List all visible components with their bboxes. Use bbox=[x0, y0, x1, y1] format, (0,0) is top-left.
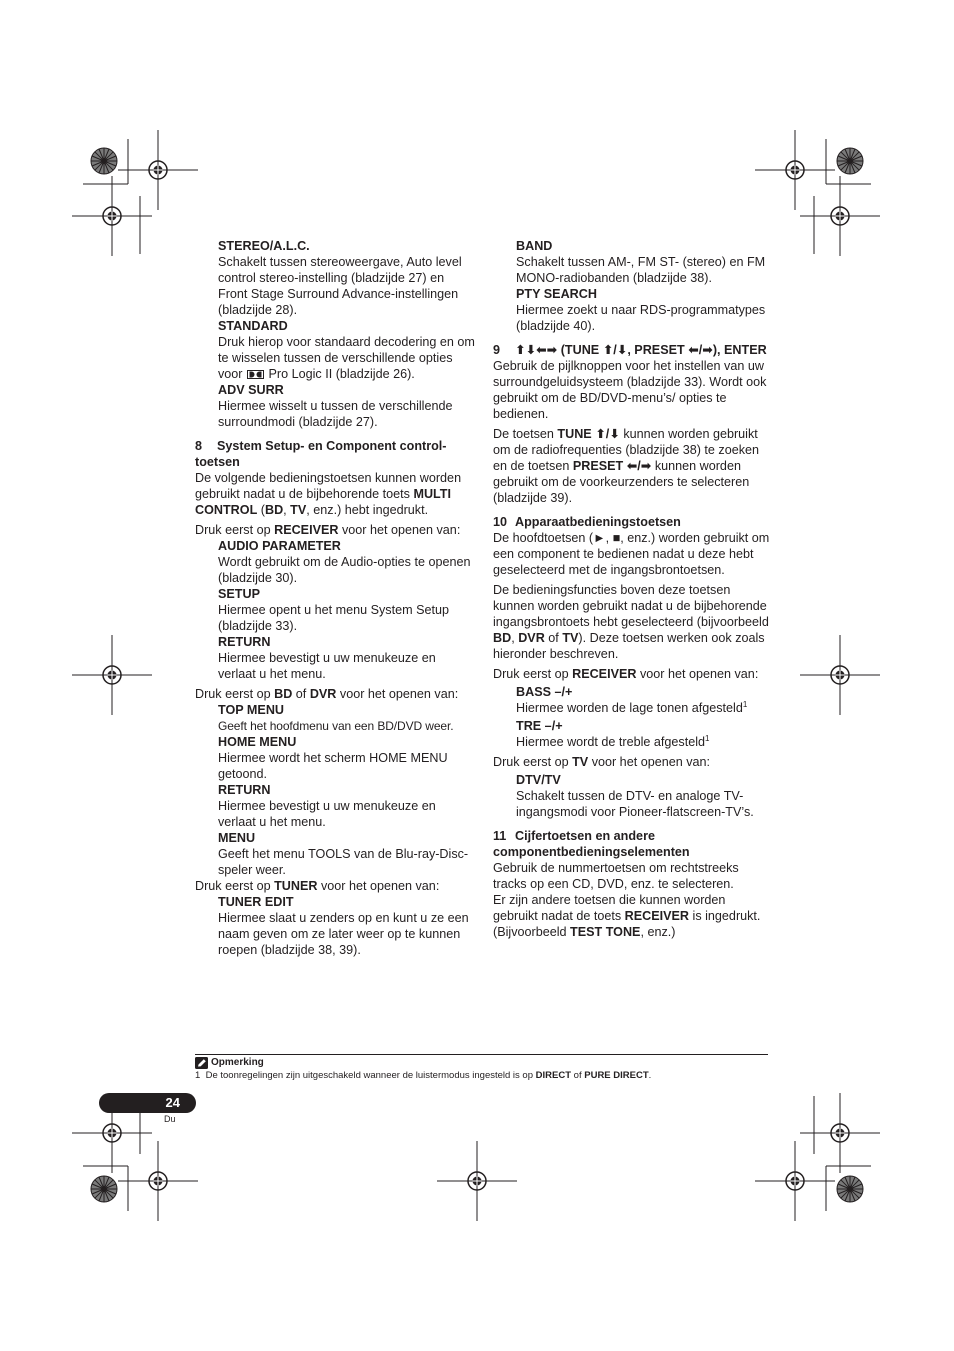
entry-title: ADV SURR bbox=[218, 383, 284, 397]
entry-title: DTV/TV bbox=[516, 773, 561, 787]
dolby-double-d-icon bbox=[247, 370, 264, 379]
note-pencil-icon bbox=[195, 1057, 208, 1069]
section-9-text: Gebruik de pijlknoppen voor het instellen van uw surroundgeluidsysteem (bladzijde 33). Wordt ook gebruikt om de BD/DVD-menu’s/ opties te bedienen. bbox=[493, 359, 767, 421]
entry-title: SETUP bbox=[218, 587, 260, 601]
entry-title: PTY SEARCH bbox=[516, 287, 597, 301]
menu-entry bbox=[195, 830, 475, 878]
entry-title: TOP MENU bbox=[218, 703, 285, 717]
preset-arrows-icon: ⬅/➡ bbox=[626, 459, 652, 473]
left-column bbox=[195, 238, 475, 958]
bass-entry bbox=[493, 684, 773, 716]
receiver-instruction: Druk eerst op RECEIVER voor het openen van: bbox=[195, 523, 461, 537]
audio-parameter-entry bbox=[195, 538, 475, 586]
entry-title: STANDARD bbox=[218, 319, 288, 333]
entry-text: Hiermee wordt de treble afgesteld$^1$ bbox=[516, 733, 710, 749]
entry-text: Hiermee bevestigt u uw menukeuze en verlaat u het menu. bbox=[218, 799, 436, 829]
play-icon: ► bbox=[593, 531, 606, 545]
right-column bbox=[493, 238, 773, 940]
page-number: 24 bbox=[165, 1095, 180, 1110]
top-menu-entry bbox=[195, 702, 475, 734]
page-number-tab bbox=[99, 1093, 196, 1113]
setup-entry bbox=[195, 586, 475, 634]
entry-text: Hiermee wisselt u tussen de verschillende surroundmodi (bladzijde 27). bbox=[218, 399, 453, 429]
section-10-heading: 10 Apparaatbedieningstoetsen bbox=[493, 515, 681, 529]
tune-arrows-icon: ⬆/⬇ bbox=[595, 427, 620, 441]
section-9-heading: 9 ⬆⬇⬅➡ (TUNE ⬆/⬇, PRESET ⬅/➡), ENTER bbox=[493, 343, 767, 357]
section-11-heading: 11 Cijfertoetsen en andere componentbedieningselementen bbox=[493, 829, 690, 859]
tune-preset-text: De toetsen TUNE ⬆/⬇ kunnen worden gebruikt om de radiofrequenties (bladzijde 38) te zoeken en de toetsen PRESET ⬅/➡ kunnen worden gebruikt om de voorkeurzenders te selecteren (bladzijde 39). bbox=[493, 427, 760, 505]
tuner-instruction: Druk eerst op TUNER voor het openen van: bbox=[195, 879, 440, 893]
section-11-receiver-text: Er zijn andere toetsen die kunnen worden gebruikt nadat de toets RECEIVER is ingedrukt. (Bijvoorbeeld TEST TONE, enz.) bbox=[493, 893, 761, 939]
entry-text: Schakelt tussen AM-, FM ST- (stereo) en FM MONO-radiobanden (bladzijde 38). bbox=[516, 255, 766, 285]
note-heading: Opmerking bbox=[195, 1056, 264, 1070]
section-11-text: Gebruik de nummertoetsen om rechtstreeks tracks op een CD, DVD, enz. te selecteren. bbox=[493, 861, 739, 891]
stop-icon: ■ bbox=[612, 531, 621, 545]
tv-instruction: Druk eerst op TV voor het openen van: bbox=[493, 755, 711, 769]
return-entry bbox=[195, 782, 475, 830]
language-code: Du bbox=[164, 1114, 176, 1124]
footnote: 1 De toonregelingen zijn uitgeschakeld wanneer de luistermodus ingesteld is op DIRECT of PURE DIRECT. bbox=[195, 1070, 652, 1081]
entry-title: BAND bbox=[516, 239, 553, 253]
entry-title: TRE –/+ bbox=[516, 719, 563, 733]
section-10-functions-text: De bedieningsfuncties boven deze toetsen kunnen worden gebruikt nadat u de bijbehorende ingangsbrontoets hebt geselecteerd (bijvoorbeeld BD, DVR of TV). Deze toetsen werken ook zoals hieronder beschreven. bbox=[493, 583, 769, 661]
entry-text: Hiermee bevestigt u uw menukeuze en verlaat u het menu. bbox=[218, 651, 436, 681]
entry-text: Geeft het menu TOOLS van de Blu-ray-Disc-speler weer. bbox=[218, 847, 469, 877]
entry-title: HOME MENU bbox=[218, 735, 297, 749]
arrow-keys-icon: ⬆⬇⬅➡ bbox=[515, 343, 558, 357]
entry-text: Hiermee zoekt u naar RDS-programmatypes (bladzijde 40). bbox=[516, 303, 766, 333]
entry-text: Schakelt tussen stereoweergave, Auto level control stereo-instelling (bladzijde 27) en Front Stage Surround Advance-instellingen (bladzijde 28). bbox=[218, 255, 462, 317]
section-8-intro: De volgende bedieningstoetsen kunnen worden gebruikt nadat u de bijbehorende toets MULTI CONTROL (BD, TV, enz.) hebt ingedrukt. bbox=[195, 471, 462, 517]
entry-text: Geeft het hoofdmenu van een BD/DVD weer. bbox=[218, 719, 454, 733]
entry-title: STEREO/A.L.C. bbox=[218, 239, 310, 253]
entry-text: Druk hierop voor standaard decodering en om te wisselen tussen de verschillende opties voor Pro Logic II (bladzijde 26). bbox=[218, 335, 475, 381]
entry-text: Hiermee worden de lage tonen afgesteld$^1$ bbox=[516, 699, 748, 715]
section-8-heading: 8 System Setup- en Component control-toetsen bbox=[195, 439, 447, 469]
adv-surr-entry bbox=[195, 382, 475, 430]
section-10-text: De hoofdtoetsen (►, ■, enz.) worden gebruikt om een component te bedienen nadat u deze hebt geselecteerd met de ingangsbrontoetsen. bbox=[493, 531, 770, 577]
preset-arrows-icon: ⬅/➡ bbox=[688, 343, 713, 357]
entry-title: BASS –/+ bbox=[516, 685, 573, 699]
entry-title: AUDIO PARAMETER bbox=[218, 539, 341, 553]
entry-title: TUNER EDIT bbox=[218, 895, 294, 909]
band-entry bbox=[493, 238, 773, 286]
entry-title: MENU bbox=[218, 831, 256, 845]
entry-text: Wordt gebruikt om de Audio-opties te openen (bladzijde 30). bbox=[218, 555, 471, 585]
entry-text: Hiermee slaat u zenders op en kunt u ze een naam geven om ze later weer op te kunnen roepen (bladzijde 38, 39). bbox=[218, 911, 469, 957]
dtv-tv-entry bbox=[493, 772, 773, 820]
entry-text: Hiermee wordt het scherm HOME MENU getoond. bbox=[218, 751, 448, 781]
entry-title: RETURN bbox=[218, 635, 271, 649]
tre-entry bbox=[493, 718, 773, 750]
tuner-edit-entry bbox=[195, 894, 475, 958]
tune-arrows-icon: ⬆/⬇ bbox=[602, 343, 628, 357]
entry-title: RETURN bbox=[218, 783, 271, 797]
receiver-instruction: Druk eerst op RECEIVER voor het openen van: bbox=[493, 667, 759, 681]
return-entry bbox=[195, 634, 475, 682]
note-divider bbox=[195, 1054, 768, 1055]
home-menu-entry bbox=[195, 734, 475, 782]
stereo-alc-entry bbox=[195, 238, 475, 318]
pty-search-entry bbox=[493, 286, 773, 334]
bd-dvr-instruction: Druk eerst op BD of DVR voor het openen van: bbox=[195, 687, 459, 701]
entry-text: Schakelt tussen de DTV- en analoge TV-ingangsmodi voor Pioneer-flatscreen-TV’s. bbox=[516, 789, 754, 819]
entry-text: Hiermee opent u het menu System Setup (bladzijde 33). bbox=[218, 603, 450, 633]
standard-entry bbox=[195, 318, 475, 382]
